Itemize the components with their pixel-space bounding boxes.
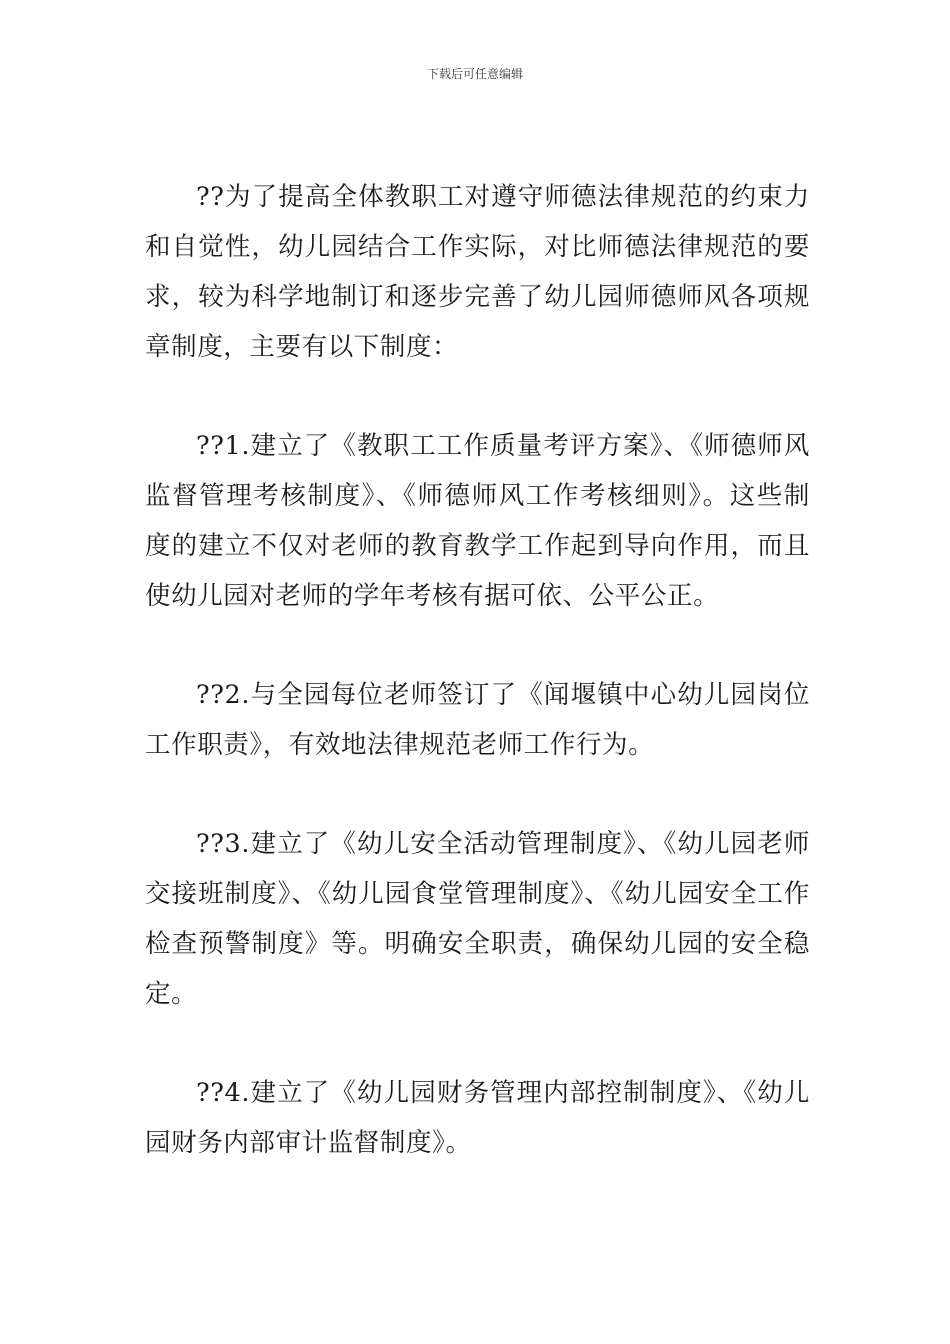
paragraph-item-4: ??4.建立了《幼儿园财务管理内部控制制度》、《幼儿园财务内部审计监督制度》。 [145,1078,810,1158]
document-body [145,172,810,1168]
paragraph-item-1: ??1.建立了《教职工工作质量考评方案》、《师德师风监督管理考核制度》、《师德师风工作考核细则》。这些制度的建立不仅对老师的教育教学工作起到导向作用，而且使幼儿园对老师的学年考核有据可依、公平公正。 [145,431,810,611]
page-header: 下载后可任意编辑 [426,67,523,81]
paragraph-item-2: ??2.与全园每位老师签订了《闻堰镇中心幼儿园岗位工作职责》，有效地法律规范老师工作行为。 [145,680,810,760]
paragraph-intro: ??为了提高全体教职工对遵守师德法律规范的约束力和自觉性，幼儿园结合工作实际，对比师德法律规范的要求，较为科学地制订和逐步完善了幼儿园师德师风各项规章制度，主要有以下制度： [145,182,810,362]
paragraph-item-3: ??3.建立了《幼儿安全活动管理制度》、《幼儿园老师交接班制度》、《幼儿园食堂管理制度》、《幼儿园安全工作检查预警制度》等。明确安全职责，确保幼儿园的安全稳定。 [145,829,810,1009]
